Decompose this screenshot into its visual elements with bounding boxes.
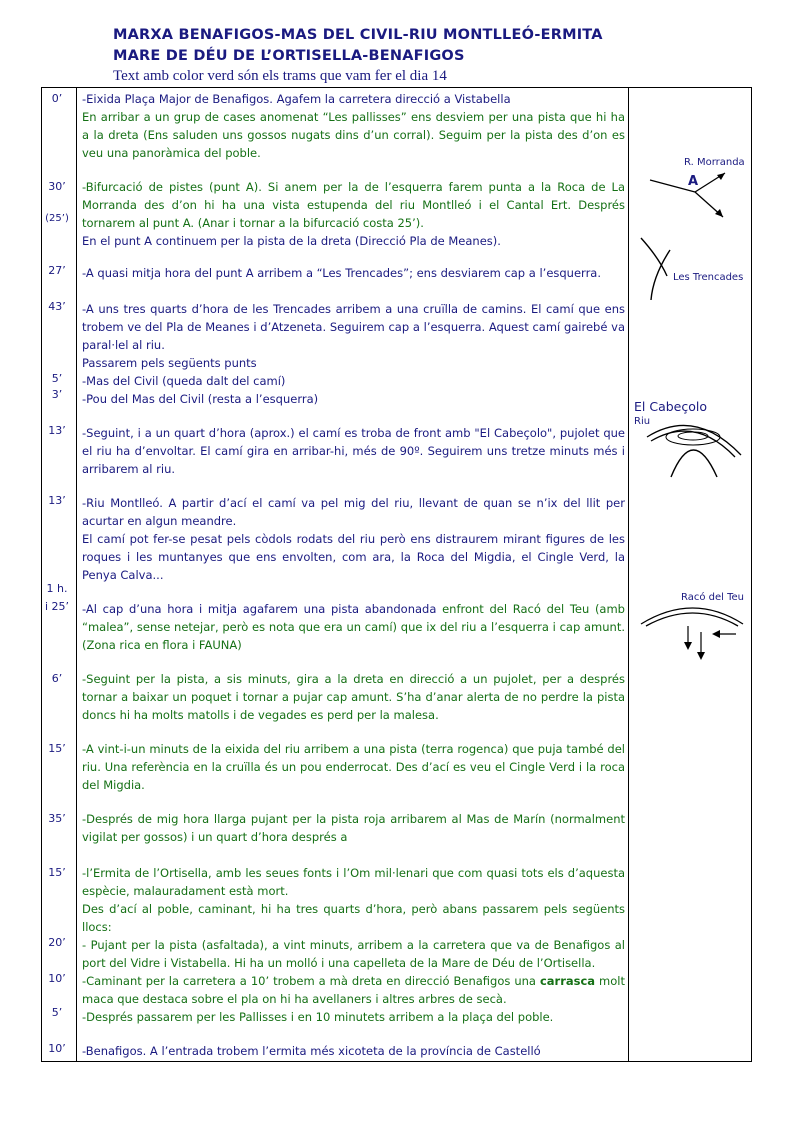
time-label: 10’ — [48, 972, 66, 985]
table-left-border — [41, 87, 42, 1062]
step-trencades: -A quasi mitja hora del punt A arribem a “Les Trencades”; ens desviarem cap a l’esquerra. — [82, 266, 602, 280]
step-fork-a — [82, 178, 625, 250]
step-text: -Bifurcació de pistes (punt A). Si anem per la de l’esquerra farem punta a la Roca de La Morranda des d’on hi ha una vista estupenda del riu Montlleó i el Cantal Ert. Després tornarem al punt A. (Anar i tornar a la bifurcació costa 25’). — [82, 180, 625, 230]
river-label: Riu — [634, 416, 651, 427]
carrasca-highlight: carrasca — [539, 974, 596, 988]
time-label: 35’ — [48, 812, 66, 825]
page-subtitle: Text amb color verd són els trams que vam fer el dia 14 — [113, 68, 447, 84]
step-text: -Després passarem per les Pallisses i en 10 minutets arribem a la plaça del poble. — [82, 1010, 554, 1024]
raco-label: Racó del Teu — [681, 592, 745, 603]
page-title-line1: MARXA BENAFIGOS-MAS DEL CIVIL-RIU MONTLLEÓ-ERMITA — [113, 27, 603, 43]
step-text: En el punt A continuem per la pista de la dreta (Direcció Pla de Meanes). — [82, 234, 501, 248]
step-text: Des d’ací al poble, caminant, hi ha tres quarts d’hora, però abans passarem pels següents llocs: — [82, 902, 625, 934]
step-crossroads — [82, 300, 625, 408]
time-label: 27’ — [48, 264, 66, 277]
time-column-divider — [76, 87, 77, 1062]
step-text: - Pujant per la pista (asfaltada), a vint minuts, arribem a la carretera que va de Benafigos al port del Vidre i Vistabella. Hi ha un molló i una capelleta de la Mare de Déu de l’Ortisella. — [82, 938, 625, 970]
step-text: -Riu Montlleó. A partir d’ací el camí va pel mig del riu, llevant de quan se n’ix del llit per acurtar en algun meandre. — [82, 496, 625, 528]
step-text: -Al cap d’una hora i mitja agafarem una pista abandonada — [82, 602, 443, 616]
step-red-track: -A vint-i-un minuts de la eixida del riu arribem a una pista (terra rogenca) que puja també del riu. Una referència en la cruïlla és un pou enderrocat. Des d’ací es veu el Cingle Verd i la roca del Migdia. — [82, 742, 625, 792]
point-a-label: A — [688, 174, 699, 189]
time-label: i 25’ — [44, 600, 70, 613]
time-label: 30’ — [48, 180, 66, 193]
step-ermita — [82, 864, 625, 1026]
step-text: enfront del Racó del Teu (amb “malea”, sense netejar, però es nota que era un camí) que ix del riu a l’esquerra i cap amunt. (Zona rica en flora i FAUNA) — [82, 602, 625, 652]
time-label: 6’ — [51, 672, 63, 685]
step-text: El camí pot fer-se pesat pels còdols rodats del riu però ens distraurem mirant figures de les roques i les muntanyes que ens envolten, com ara, la Roca del Migdia, el Cingle Verd, la Penya Calva... — [82, 532, 625, 582]
sketch-column-divider — [628, 87, 629, 1062]
step-text: -Pou del Mas del Civil (resta a l’esquerra) — [82, 392, 319, 406]
fork-sketch — [645, 168, 735, 223]
table-right-border — [751, 87, 752, 1062]
step-text: -Mas del Civil (queda dalt del camí) — [82, 374, 286, 388]
time-label: 1 h. — [46, 582, 68, 595]
time-label: 13’ — [48, 424, 66, 437]
cabecolo-label: El Cabeçolo — [634, 399, 707, 414]
time-label: 13’ — [48, 494, 66, 507]
morranda-label: R. Morranda — [684, 157, 745, 168]
step-start — [82, 90, 625, 162]
step-hillock: -Seguint per la pista, a sis minuts, gira a la dreta en direcció a un pujolet, per a després tornar a baixar un poquet i tornar a pujar cap amunt. S’ha d’anar alerta de no perdre la pista doncs hi ha molts matolls i de vegades es perd per la malesa. — [82, 672, 625, 722]
time-label: 15’ — [48, 866, 66, 879]
time-label: 0’ — [51, 92, 63, 105]
step-text: En arribar a un grup de cases anomenat “Les pallisses” ens desviem per una pista que hi ha a la dreta (Ens saluden uns gossos nugats dins d’un corral). Seguim per la pista des d’on es veu una panoràmica del poble. — [82, 110, 625, 160]
time-label: 10’ — [48, 1042, 66, 1055]
time-label: 5’ — [51, 372, 63, 385]
step-abandoned-track — [82, 600, 625, 654]
time-label: (25’) — [45, 213, 69, 224]
step-river — [82, 494, 625, 584]
table-top-border — [41, 87, 752, 88]
time-label: 3’ — [51, 388, 63, 401]
step-text: -l’Ermita de l’Ortisella, amb les seues fonts i l’Om mil·lenari que com quasi tots els d’aquesta espècie, malauradament està mort. — [82, 866, 625, 898]
raco-sketch — [638, 598, 748, 666]
step-text: -Eixida Plaça Major de Benafigos. Agafem la carretera direcció a Vistabella — [82, 92, 511, 106]
time-label: 15’ — [48, 742, 66, 755]
step-end: -Benafigos. A l’entrada trobem l’ermita més xicoteta de la província de Castelló — [82, 1044, 541, 1058]
step-cabecolo: -Seguint, i a un quart d’hora (aprox.) el camí es troba de front amb "El Cabeçolo", pujolet que el riu ha d’envoltar. El camí gira en arribar-hi, més de 90º. Seguirem uns tretze minuts més i arribarem al riu. — [82, 426, 625, 476]
step-text: -A uns tres quarts d’hora de les Trencades arribem a una cruïlla de camins. El camí que ens trobem ve del Pla de Meanes i d’Atzeneta. Seguirem cap a l’esquerra. Aquest camí gairebé va paral·lel al riu. — [82, 302, 625, 352]
step-mas-marin: -Després de mig hora llarga pujant per la pista roja arribarem al Mas de Marín (normalment vigilat per gossos) i un quart d’hora després a — [82, 812, 625, 844]
time-label: 20’ — [48, 936, 66, 949]
trencades-sketch — [637, 236, 677, 306]
step-text: Passarem pels següents punts — [82, 356, 257, 370]
page-title-line2: MARE DE DÉU DE L’ORTISELLA-BENAFIGOS — [113, 48, 465, 64]
time-label: 5’ — [51, 1006, 63, 1019]
table-bottom-border — [41, 1061, 752, 1062]
step-text: -Caminant per la carretera a 10’ trobem a mà dreta en direcció Benafigos una carrasca molt maca que destaca sobre el pla on hi ha avellaners i altres arbres de secà. — [82, 974, 625, 1006]
time-label: 43’ — [48, 300, 66, 313]
cabecolo-sketch — [645, 415, 745, 490]
trencades-label: Les Trencades — [673, 272, 744, 283]
